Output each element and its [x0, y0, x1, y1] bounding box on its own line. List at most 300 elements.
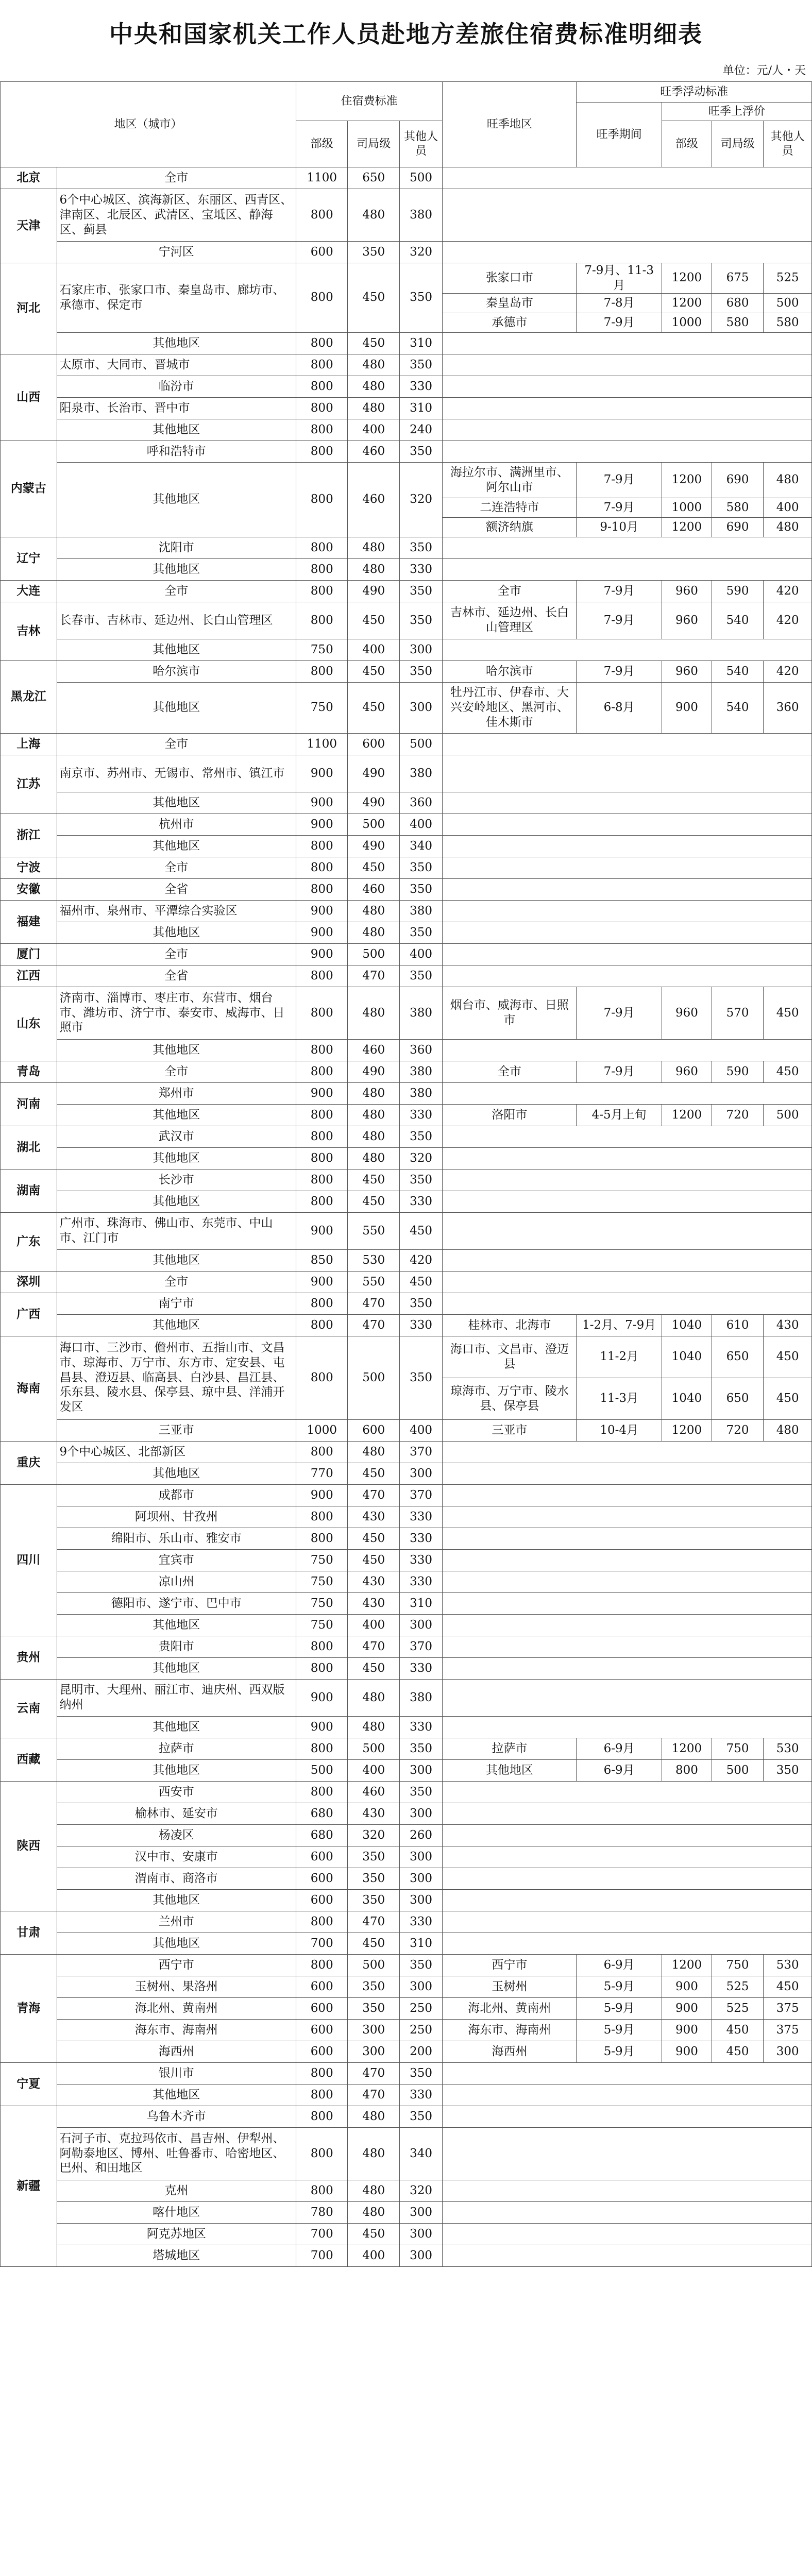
region-area: 6个中心城区、滨海新区、东丽区、西青区、津南区、北辰区、武清区、宝坻区、静海区、蓟县	[57, 189, 296, 242]
std-bu: 1100	[296, 733, 348, 755]
table-row	[1, 2084, 812, 2106]
peak-empty	[443, 1147, 812, 1169]
std-qi: 350	[399, 1169, 442, 1191]
province-name: 浙江	[1, 814, 57, 857]
province-name: 重庆	[1, 1441, 57, 1484]
std-si: 350	[348, 1868, 399, 1889]
std-si: 460	[348, 1781, 399, 1803]
std-qi: 350	[399, 263, 442, 333]
std-bu: 800	[296, 602, 348, 639]
region-area: 其他地区	[57, 1657, 296, 1679]
peak-si: 525	[712, 1997, 763, 2019]
region-area: 玉树州、果洛州	[57, 1976, 296, 1997]
std-bu: 800	[296, 1314, 348, 1336]
peak-si: 450	[712, 2041, 763, 2062]
region-area: 西宁市	[57, 1954, 296, 1976]
peak-empty	[443, 1463, 812, 1484]
std-qi: 330	[399, 1549, 442, 1571]
table-row	[1, 419, 812, 440]
std-qi: 320	[399, 1147, 442, 1169]
peak-qi: 420	[764, 602, 812, 639]
std-si: 450	[348, 263, 399, 333]
std-qi: 300	[399, 2245, 442, 2266]
province-name: 青海	[1, 1954, 57, 2062]
std-qi: 330	[399, 1191, 442, 1212]
std-bu: 600	[296, 1889, 348, 1911]
peak-empty	[443, 2180, 812, 2201]
peak-area: 全市	[443, 580, 577, 602]
table-row	[1, 1212, 812, 1249]
province-name: 四川	[1, 1484, 57, 1636]
province-name: 江苏	[1, 755, 57, 814]
peak-bu: 1200	[662, 1419, 712, 1441]
table-row	[1, 1803, 812, 1824]
table-row	[1, 1441, 812, 1463]
peak-qi: 530	[764, 1738, 812, 1759]
std-qi: 340	[399, 2127, 442, 2180]
table-row	[1, 2041, 812, 2062]
peak-empty	[443, 376, 812, 397]
table-row	[1, 1169, 812, 1191]
peak-period: 5-9月	[577, 1976, 662, 1997]
std-qi: 450	[399, 1212, 442, 1249]
peak-bu: 960	[662, 1061, 712, 1082]
std-si: 530	[348, 1249, 399, 1271]
region-area: 全市	[57, 167, 296, 189]
peak-si: 525	[712, 1976, 763, 1997]
province-name: 河南	[1, 1082, 57, 1126]
peak-period: 5-9月	[577, 2019, 662, 2041]
std-qi: 320	[399, 242, 442, 263]
peak-qi: 360	[764, 682, 812, 733]
table-row	[1, 1933, 812, 1954]
std-si: 430	[348, 1506, 399, 1528]
peak-bu: 960	[662, 660, 712, 682]
peak-si: 570	[712, 987, 763, 1039]
province-name: 辽宁	[1, 537, 57, 580]
std-bu: 600	[296, 1846, 348, 1868]
peak-bu: 1200	[662, 1954, 712, 1976]
peak-bu: 1200	[662, 517, 712, 537]
std-si: 300	[348, 2019, 399, 2041]
region-area: 其他地区	[57, 2084, 296, 2106]
std-bu: 750	[296, 1549, 348, 1571]
peak-period: 7-9月	[577, 462, 662, 498]
peak-bu: 900	[662, 2041, 712, 2062]
std-bu: 600	[296, 242, 348, 263]
peak-empty	[443, 2084, 812, 2106]
peak-empty	[443, 1082, 812, 1104]
std-si: 480	[348, 1441, 399, 1463]
region-area: 兰州市	[57, 1911, 296, 1933]
std-si: 450	[348, 1657, 399, 1679]
std-qi: 350	[399, 2062, 442, 2084]
table-row	[1, 537, 812, 558]
header-region: 地区（城市）	[1, 82, 296, 167]
peak-bu: 1200	[662, 1104, 712, 1126]
std-qi: 350	[399, 537, 442, 558]
std-si: 450	[348, 1549, 399, 1571]
peak-qi: 375	[764, 1997, 812, 2019]
region-area: 阿克苏地区	[57, 2223, 296, 2245]
std-si: 480	[348, 1104, 399, 1126]
table-row	[1, 733, 812, 755]
region-area: 全省	[57, 965, 296, 987]
std-bu: 680	[296, 1824, 348, 1846]
peak-period: 6-9月	[577, 1759, 662, 1781]
table-row	[1, 1716, 812, 1738]
std-qi: 310	[399, 1592, 442, 1614]
std-bu: 750	[296, 1592, 348, 1614]
table-row	[1, 1191, 812, 1212]
peak-empty	[443, 922, 812, 943]
region-area: 宁河区	[57, 242, 296, 263]
std-qi: 300	[399, 639, 442, 660]
region-area: 其他地区	[57, 835, 296, 857]
std-bu: 800	[296, 440, 348, 462]
std-bu: 500	[296, 1759, 348, 1781]
std-si: 470	[348, 2062, 399, 2084]
std-si: 480	[348, 2201, 399, 2223]
region-area: 海口市、三沙市、儋州市、五指山市、文昌市、琼海市、万宁市、东方市、定安县、屯昌县、澄迈县、临高县、白沙县、昌江县、乐东县、陵水县、保亭县、琼中县、洋浦开发区	[57, 1336, 296, 1419]
std-qi: 420	[399, 1249, 442, 1271]
table-row	[1, 1738, 812, 1759]
table-row	[1, 922, 812, 943]
std-qi: 250	[399, 1997, 442, 2019]
std-qi: 450	[399, 1271, 442, 1293]
peak-bu: 900	[662, 1997, 712, 2019]
header-std: 住宿费标准	[296, 82, 443, 121]
peak-empty	[443, 1679, 812, 1716]
std-bu: 800	[296, 857, 348, 878]
std-qi: 350	[399, 2106, 442, 2127]
region-area: 凉山州	[57, 1571, 296, 1592]
peak-period: 7-9月	[577, 313, 662, 332]
table-row	[1, 263, 812, 294]
region-area: 其他地区	[57, 1314, 296, 1336]
region-area: 海东市、海南州	[57, 2019, 296, 2041]
std-bu: 680	[296, 1803, 348, 1824]
region-area: 其他地区	[57, 1463, 296, 1484]
region-area: 南宁市	[57, 1293, 296, 1314]
peak-period: 10-4月	[577, 1419, 662, 1441]
region-area: 长春市、吉林市、延边州、长白山管理区	[57, 602, 296, 639]
std-bu: 800	[296, 2062, 348, 2084]
peak-period: 11-2月	[577, 1336, 662, 1378]
std-bu: 800	[296, 1441, 348, 1463]
std-si: 450	[348, 332, 399, 354]
table-row	[1, 1868, 812, 1889]
province-name: 陕西	[1, 1781, 57, 1911]
province-name: 山西	[1, 354, 57, 440]
header-peak-qi: 其他人员	[764, 121, 812, 167]
table-row	[1, 1061, 812, 1082]
peak-empty	[443, 354, 812, 376]
std-qi: 240	[399, 419, 442, 440]
std-si: 480	[348, 2180, 399, 2201]
std-bu: 800	[296, 1147, 348, 1169]
peak-si: 750	[712, 1738, 763, 1759]
peak-empty	[443, 419, 812, 440]
peak-bu: 1000	[662, 498, 712, 517]
peak-empty	[443, 1614, 812, 1636]
peak-empty	[443, 242, 812, 263]
region-area: 全市	[57, 1061, 296, 1082]
table-row	[1, 1997, 812, 2019]
peak-period: 7-9月	[577, 660, 662, 682]
std-bu: 900	[296, 1082, 348, 1104]
peak-empty	[443, 167, 812, 189]
std-bu: 750	[296, 682, 348, 733]
std-bu: 900	[296, 755, 348, 792]
std-qi: 250	[399, 2019, 442, 2041]
std-bu: 900	[296, 900, 348, 922]
std-si: 430	[348, 1571, 399, 1592]
std-bu: 800	[296, 397, 348, 419]
province-name: 西藏	[1, 1738, 57, 1781]
province-name: 福建	[1, 900, 57, 943]
std-si: 400	[348, 1614, 399, 1636]
std-si: 490	[348, 1061, 399, 1082]
peak-period: 1-2月、7-9月	[577, 1314, 662, 1336]
peak-period: 6-9月	[577, 1954, 662, 1976]
std-bu: 770	[296, 1463, 348, 1484]
peak-si: 590	[712, 580, 763, 602]
table-row	[1, 558, 812, 580]
std-qi: 300	[399, 1803, 442, 1824]
table-row	[1, 835, 812, 857]
peak-empty	[443, 1528, 812, 1549]
std-qi: 310	[399, 1933, 442, 1954]
header-bu: 部级	[296, 121, 348, 167]
province-name: 海南	[1, 1336, 57, 1441]
region-area: 福州市、泉州市、平潭综合实验区	[57, 900, 296, 922]
region-area: 银川市	[57, 2062, 296, 2084]
region-area: 南京市、苏州市、无锡市、常州市、镇江市	[57, 755, 296, 792]
table-row	[1, 1781, 812, 1803]
peak-empty	[443, 1039, 812, 1061]
peak-empty	[443, 755, 812, 792]
table-row	[1, 332, 812, 354]
table-row	[1, 1082, 812, 1104]
std-bu: 800	[296, 1506, 348, 1528]
region-area: 其他地区	[57, 792, 296, 814]
std-si: 500	[348, 814, 399, 835]
std-bu: 800	[296, 1636, 348, 1657]
region-area: 全市	[57, 1271, 296, 1293]
std-qi: 310	[399, 397, 442, 419]
std-qi: 350	[399, 878, 442, 900]
std-si: 450	[348, 2223, 399, 2245]
province-name: 甘肃	[1, 1911, 57, 1954]
header-peak-period: 旺季期间	[577, 103, 662, 167]
peak-qi: 480	[764, 462, 812, 498]
table-row	[1, 660, 812, 682]
std-si: 480	[348, 376, 399, 397]
table-row	[1, 1889, 812, 1911]
region-area: 广州市、珠海市、佛山市、东莞市、中山市、江门市	[57, 1212, 296, 1249]
region-area: 其他地区	[57, 1147, 296, 1169]
std-qi: 500	[399, 733, 442, 755]
std-bu: 800	[296, 2180, 348, 2201]
region-area: 其他地区	[57, 419, 296, 440]
region-area: 其他地区	[57, 639, 296, 660]
std-si: 480	[348, 2106, 399, 2127]
std-si: 350	[348, 1997, 399, 2019]
std-qi: 320	[399, 2180, 442, 2201]
table-row	[1, 857, 812, 878]
table-row	[1, 1911, 812, 1933]
std-si: 350	[348, 1976, 399, 1997]
table-row	[1, 1293, 812, 1314]
peak-qi: 450	[764, 1378, 812, 1419]
peak-area: 拉萨市	[443, 1738, 577, 1759]
peak-empty	[443, 1911, 812, 1933]
std-si: 350	[348, 1889, 399, 1911]
region-area: 德阳市、遂宁市、巴中市	[57, 1592, 296, 1614]
std-si: 400	[348, 419, 399, 440]
table-row	[1, 397, 812, 419]
peak-period: 7-9月、11-3月	[577, 263, 662, 294]
peak-bu: 960	[662, 580, 712, 602]
peak-area: 桂林市、北海市	[443, 1314, 577, 1336]
peak-bu: 1040	[662, 1336, 712, 1378]
std-si: 450	[348, 1463, 399, 1484]
std-qi: 330	[399, 1716, 442, 1738]
std-qi: 340	[399, 835, 442, 857]
peak-area: 吉林市、延边州、长白山管理区	[443, 602, 577, 639]
peak-si: 590	[712, 1061, 763, 1082]
peak-empty	[443, 1441, 812, 1463]
region-area: 拉萨市	[57, 1738, 296, 1759]
peak-bu: 800	[662, 1759, 712, 1781]
page-title: 中央和国家机关工作人员赴地方差旅住宿费标准明细表	[109, 20, 703, 48]
peak-qi: 480	[764, 1419, 812, 1441]
std-si: 450	[348, 682, 399, 733]
peak-period: 6-8月	[577, 682, 662, 733]
peak-si: 450	[712, 2019, 763, 2041]
std-qi: 300	[399, 2201, 442, 2223]
peak-qi: 450	[764, 1976, 812, 1997]
region-area: 其他地区	[57, 1039, 296, 1061]
std-bu: 800	[296, 354, 348, 376]
peak-si: 540	[712, 602, 763, 639]
peak-period: 7-9月	[577, 580, 662, 602]
std-si: 430	[348, 1592, 399, 1614]
std-si: 490	[348, 755, 399, 792]
std-qi: 350	[399, 1738, 442, 1759]
std-si: 500	[348, 1954, 399, 1976]
table-row	[1, 462, 812, 498]
std-si: 470	[348, 1314, 399, 1336]
peak-period: 7-9月	[577, 498, 662, 517]
region-area: 昆明市、大理州、丽江市、迪庆州、西双版纳州	[57, 1679, 296, 1716]
table-row	[1, 2180, 812, 2201]
std-si: 480	[348, 1147, 399, 1169]
peak-empty	[443, 1293, 812, 1314]
region-area: 全省	[57, 878, 296, 900]
std-bu: 800	[296, 332, 348, 354]
peak-bu: 960	[662, 987, 712, 1039]
peak-empty	[443, 1803, 812, 1824]
rates-table	[0, 81, 812, 2267]
peak-empty	[443, 943, 812, 965]
region-area: 成都市	[57, 1484, 296, 1506]
table-row	[1, 167, 812, 189]
region-area: 呼和浩特市	[57, 440, 296, 462]
peak-area: 牡丹江市、伊春市、大兴安岭地区、黑河市、佳木斯市	[443, 682, 577, 733]
peak-qi: 580	[764, 313, 812, 332]
std-si: 470	[348, 1911, 399, 1933]
std-si: 400	[348, 2245, 399, 2266]
peak-area: 海西州	[443, 2041, 577, 2062]
peak-area: 三亚市	[443, 1419, 577, 1441]
std-si: 450	[348, 1191, 399, 1212]
table-row	[1, 1249, 812, 1271]
std-si: 470	[348, 2084, 399, 2106]
peak-area: 哈尔滨市	[443, 660, 577, 682]
std-si: 650	[348, 167, 399, 189]
std-bu: 800	[296, 537, 348, 558]
std-qi: 200	[399, 2041, 442, 2062]
std-si: 480	[348, 354, 399, 376]
peak-area: 秦皇岛市	[443, 293, 577, 313]
peak-empty	[443, 1846, 812, 1868]
std-qi: 300	[399, 1889, 442, 1911]
peak-qi: 430	[764, 1314, 812, 1336]
region-area: 临汾市	[57, 376, 296, 397]
std-si: 400	[348, 639, 399, 660]
std-qi: 350	[399, 1781, 442, 1803]
std-bu: 800	[296, 835, 348, 857]
peak-si: 675	[712, 263, 763, 294]
std-qi: 330	[399, 2084, 442, 2106]
std-qi: 310	[399, 332, 442, 354]
peak-qi: 300	[764, 2041, 812, 2062]
std-si: 480	[348, 1716, 399, 1738]
peak-area: 海口市、文昌市、澄迈县	[443, 1336, 577, 1378]
province-name: 北京	[1, 167, 57, 189]
std-si: 500	[348, 1336, 399, 1419]
peak-empty	[443, 857, 812, 878]
region-area: 喀什地区	[57, 2201, 296, 2223]
region-area: 其他地区	[57, 922, 296, 943]
std-qi: 380	[399, 900, 442, 922]
std-si: 480	[348, 1082, 399, 1104]
table-row	[1, 1271, 812, 1293]
peak-empty	[443, 733, 812, 755]
std-si: 490	[348, 792, 399, 814]
peak-qi: 480	[764, 517, 812, 537]
std-bu: 800	[296, 1657, 348, 1679]
std-qi: 360	[399, 792, 442, 814]
peak-si: 580	[712, 313, 763, 332]
std-si: 400	[348, 1759, 399, 1781]
std-si: 600	[348, 1419, 399, 1441]
peak-si: 750	[712, 1954, 763, 1976]
peak-empty	[443, 639, 812, 660]
table-row	[1, 1314, 812, 1336]
region-area: 其他地区	[57, 332, 296, 354]
peak-period: 7-9月	[577, 1061, 662, 1082]
province-name: 大连	[1, 580, 57, 602]
province-name: 新疆	[1, 2106, 57, 2266]
std-si: 480	[348, 189, 399, 242]
region-area: 全市	[57, 943, 296, 965]
peak-empty	[443, 792, 812, 814]
peak-area: 西宁市	[443, 1954, 577, 1976]
region-area: 长沙市	[57, 1169, 296, 1191]
